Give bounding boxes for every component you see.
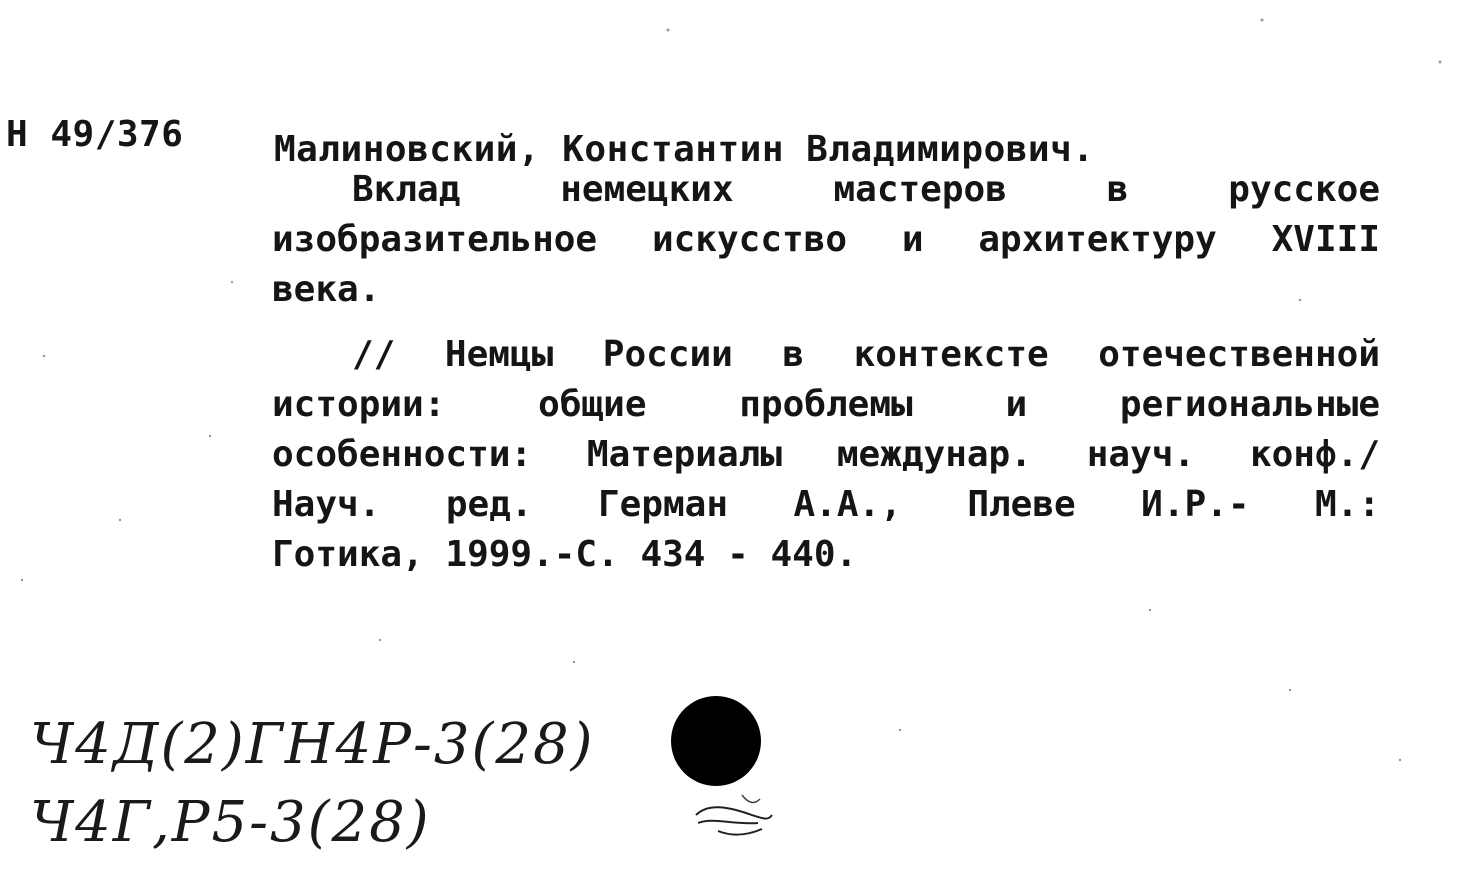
source-citation <box>272 330 1380 580</box>
source-line: // Немцы России в контексте отечественной <box>352 334 1380 375</box>
title-line: века. <box>272 269 381 310</box>
shelfmark: Н 49/376 <box>6 114 184 155</box>
punch-hole <box>670 695 762 787</box>
classification-code: Ч4Д(2)ГН4Р-3(28) <box>30 712 595 777</box>
source-line: Готика, 1999.-С. 434 - 440. <box>272 534 858 575</box>
source-line: истории: общие проблемы и региональные <box>272 384 1380 425</box>
title-line: изобразительное искусство и архитектуру XVIII <box>272 219 1380 260</box>
ink-smudge <box>688 785 778 845</box>
source-line: особенности: Материалы междунар. науч. конф./ <box>272 434 1380 475</box>
source-line: Науч. ред. Герман А.А., Плеве И.Р.- М.: <box>272 484 1380 525</box>
work-title <box>272 165 1380 315</box>
title-line: Вклад немецких мастеров в русское <box>352 169 1380 210</box>
author-heading: Малиновский, Константин Владимирович. <box>274 129 1095 170</box>
classification-code: Ч4Г,Р5-3(28) <box>30 790 431 855</box>
